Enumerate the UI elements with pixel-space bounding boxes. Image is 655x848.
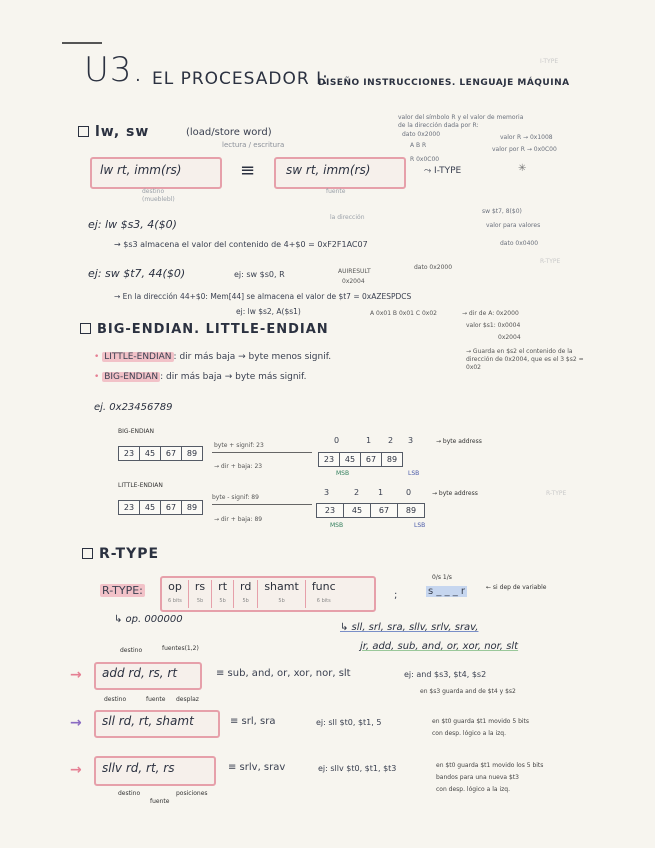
little-addr-0: 0 <box>406 488 412 497</box>
title-tail: DISEÑO INSTRUCCIONES. LENGUAJE MÁQUINA <box>318 78 570 88</box>
row3-example-2: en $t0 guarda $t1 movido los 5 bits <box>436 762 544 769</box>
row3-example: ej: sllv $t0, $t1, $t3 <box>318 764 397 773</box>
row2-equiv: ≡ srl, sra <box>230 716 276 727</box>
row1-label-dest: destino <box>120 647 143 654</box>
byte-cell: 67 <box>370 503 398 518</box>
example-2-d: 0x2004 <box>342 278 365 285</box>
little-endian-title: LITTLE-ENDIAN <box>118 482 163 489</box>
endian-example: ej. 0x23456789 <box>94 402 173 413</box>
title-unit: U3. <box>84 50 145 90</box>
right-note-10: dato 0x0400 <box>500 240 539 247</box>
little-addr-1: 1 <box>378 488 384 497</box>
rtype-label: R-TYPE: <box>102 584 143 597</box>
little-addr-3: 3 <box>324 488 330 497</box>
byte-address-label-2: → byte address <box>432 490 478 497</box>
byte-cell: 45 <box>139 500 161 515</box>
row3-label-src: fuente <box>150 798 170 805</box>
row3-equiv: ≡ srlv, srav <box>228 762 286 773</box>
right-note-1: valor del símbolo R y el valor de memoria <box>398 114 524 121</box>
right-note-9: valor para valores <box>486 222 541 229</box>
byte-cell: 23 <box>118 500 140 515</box>
little-msb-label: MSB <box>330 522 344 529</box>
right-note-12: valor $s1: 0x0004 <box>466 322 521 329</box>
big-endian-result <box>318 452 402 467</box>
arrow-right-icon: → <box>70 762 82 778</box>
big-msb-label: MSB <box>336 470 350 477</box>
arrow-line <box>212 504 312 505</box>
lwsw-heading-sub: lectura / escritura <box>222 141 285 149</box>
itype-note: ⤳ I-TYPE <box>424 166 462 176</box>
row1-label-src: fuentes(1,2) <box>162 645 199 652</box>
example-2: ej: sw $t7, 44($0) <box>88 267 186 280</box>
row3-label-dest: destino <box>118 790 141 797</box>
byte-cell: 45 <box>139 446 161 461</box>
big-endian-def: • BIG-ENDIAN : dir más baja → byte más signif. <box>94 372 307 382</box>
byte-cell: 67 <box>160 500 182 515</box>
lw-syntax: lw rt, imm(rs) <box>100 163 182 177</box>
example-2-explain-2: ej: lw $s2, A($s1) <box>236 307 301 316</box>
example-1-explain: → $s3 almacena el valor del contenido de 4+$0 = 0xF2F1AC07 <box>114 240 368 249</box>
byte-address-label: → byte address <box>436 438 482 445</box>
row1-equiv: ≡ sub, and, or, xor, nor, slt <box>216 668 351 679</box>
shift-note: 0/s 1/s <box>432 574 452 581</box>
big-endian-title: BIG-ENDIAN <box>118 428 154 435</box>
little-endian-note-2: → dir + baja: 89 <box>214 516 263 523</box>
right-note-11: → dir de A: 0x2000 <box>462 310 519 317</box>
big-lsb-label: LSB <box>408 470 420 477</box>
right-note-3: dato 0x2000 <box>402 131 441 138</box>
gear-icon: ✳ <box>518 163 527 174</box>
sw-source-label: fuente <box>326 188 346 195</box>
byte-cell: 23 <box>318 452 340 467</box>
little-addr-2: 2 <box>354 488 360 497</box>
field-rs: rs 5b <box>189 580 212 608</box>
row2-label-dest: destino <box>104 696 127 703</box>
big-endian-bytes <box>118 446 202 461</box>
byte-cell: 67 <box>160 446 182 461</box>
field-op: op 6 bits <box>162 580 189 608</box>
byte-cell: 45 <box>343 503 371 518</box>
rtype-format-box <box>160 576 376 612</box>
little-endian-def: • LITTLE-ENDIAN : dir más baja → byte menos signif. <box>94 352 332 362</box>
big-addr-3: 3 <box>408 436 414 445</box>
checkbox-icon <box>80 323 91 334</box>
big-addr-2: 2 <box>388 436 394 445</box>
section-endian-heading: BIG-ENDIAN. LITTLE-ENDIAN <box>80 322 329 337</box>
row2-command: sll rd, rt, shamt <box>102 714 194 728</box>
example-2-c: AUIRESULT <box>338 268 371 275</box>
row2-label-src: fuente <box>146 696 166 703</box>
byte-cell: 23 <box>316 503 344 518</box>
example-1-note: la dirección <box>330 214 365 221</box>
arrow-line <box>212 452 312 453</box>
row1-command: add rd, rs, rt <box>102 666 178 680</box>
little-endian-bytes <box>118 500 202 515</box>
row3-command: sllv rd, rt, rs <box>102 761 175 775</box>
big-endian-note-1: byte + signif: 23 <box>214 442 264 449</box>
row3-example-4: con desp. lógico a la izq. <box>436 786 510 793</box>
little-endian-result <box>316 503 424 518</box>
symbol-list: A 0x01 B 0x01 C 0x02 <box>370 310 437 317</box>
arrow-right-icon: → <box>70 667 82 683</box>
row1-example-2: en $s3 guarda and de $t4 y $s2 <box>420 688 516 695</box>
shift-desc: ← si dep de variable <box>486 584 547 591</box>
big-endian-note-2: → dir + baja: 23 <box>214 463 263 470</box>
right-note-5: valor por R → 0x0C00 <box>492 146 557 153</box>
example-2-b: ej: sw $s0, R <box>234 270 285 279</box>
right-note-7: R 0x0C00 <box>410 156 440 163</box>
field-rd: rd 5b <box>234 580 258 608</box>
row1-example: ej: and $s3, $t4, $s2 <box>404 670 487 679</box>
example-2-explain: → En la dirección 44+$0: Mem[44] se almacena el valor de $t7 = 0xAZESPDCS <box>114 292 412 301</box>
little-endian-note-1: byte - signif: 89 <box>212 494 259 501</box>
byte-cell: 89 <box>181 446 203 461</box>
byte-cell: 23 <box>118 446 140 461</box>
little-lsb-label: LSB <box>414 522 426 529</box>
equiv-symbol: ≡ <box>240 160 256 181</box>
right-note-13: 0x2004 <box>498 334 521 341</box>
op-note: ↳ op. 000000 <box>114 614 183 625</box>
byte-cell: 45 <box>339 452 361 467</box>
row2-example: ej: sll $t0, $t1, 5 <box>316 718 382 727</box>
field-rt: rt 5b <box>212 580 234 608</box>
ghost-right-2: R-TYPE <box>540 258 561 265</box>
checkbox-icon <box>78 126 89 137</box>
sw-syntax: sw rt, imm(rs) <box>286 163 371 177</box>
section-rtype-heading: R-TYPE <box>82 546 159 562</box>
right-note-14: → Guarda en $s2 el contenido de la dirección de 0x2004, que es el 3 $s2 = 0x02 <box>466 348 584 371</box>
field-shamt: shamt 5b <box>258 580 305 608</box>
func-note-2: jr, add, sub, and, or, xor, nor, slt <box>360 641 519 652</box>
big-addr-1: 1 <box>366 436 372 445</box>
arrow-right-icon: → <box>70 715 82 731</box>
lw-dest-label: destino <box>142 188 165 195</box>
ghost-right-3: R-TYPE <box>546 490 567 497</box>
right-note-8: sw $t7, 8($0) <box>482 208 522 215</box>
title-main: EL PROCESADOR I: <box>152 69 329 89</box>
byte-cell: 89 <box>381 452 403 467</box>
byte-cell: 89 <box>181 500 203 515</box>
byte-cell: 89 <box>397 503 425 518</box>
row2-example-2: en $t0 guarda $t1 movido 5 bits <box>432 718 530 725</box>
row2-example-3: con desp. lógico a la izq. <box>432 730 506 737</box>
big-addr-0: 0 <box>334 436 340 445</box>
field-func: func 6 bits <box>311 580 336 604</box>
semicolon: ; <box>394 590 398 601</box>
row2-label-shift: desplaz <box>176 696 199 703</box>
row3-label-pos: posiciones <box>176 790 208 797</box>
right-note-4: valor R → 0x1008 <box>500 134 553 141</box>
right-note-2: de la dirección dada por R: <box>398 122 479 129</box>
right-note-6: A B R <box>410 142 427 149</box>
checkbox-icon <box>82 548 93 559</box>
lwsw-heading-note: (load/store word) <box>186 127 272 138</box>
section-lwsw-heading: lw, sw <box>78 124 149 140</box>
example-1: ej: lw $s3, 4($0) <box>88 218 177 231</box>
top-rule <box>62 42 102 44</box>
example-2-expl-3: dato 0x2000 <box>414 264 453 271</box>
lw-dest-label-2: (mueblebl) <box>142 196 175 203</box>
row3-example-3: bandos para una nueva $t3 <box>436 774 519 781</box>
shift-vals: s _ _ _ r <box>428 586 466 597</box>
func-note: ↳ sll, srl, sra, sllv, srlv, srav, <box>340 622 479 633</box>
ghost-right-1: I-TYPE <box>540 58 559 65</box>
byte-cell: 67 <box>360 452 382 467</box>
